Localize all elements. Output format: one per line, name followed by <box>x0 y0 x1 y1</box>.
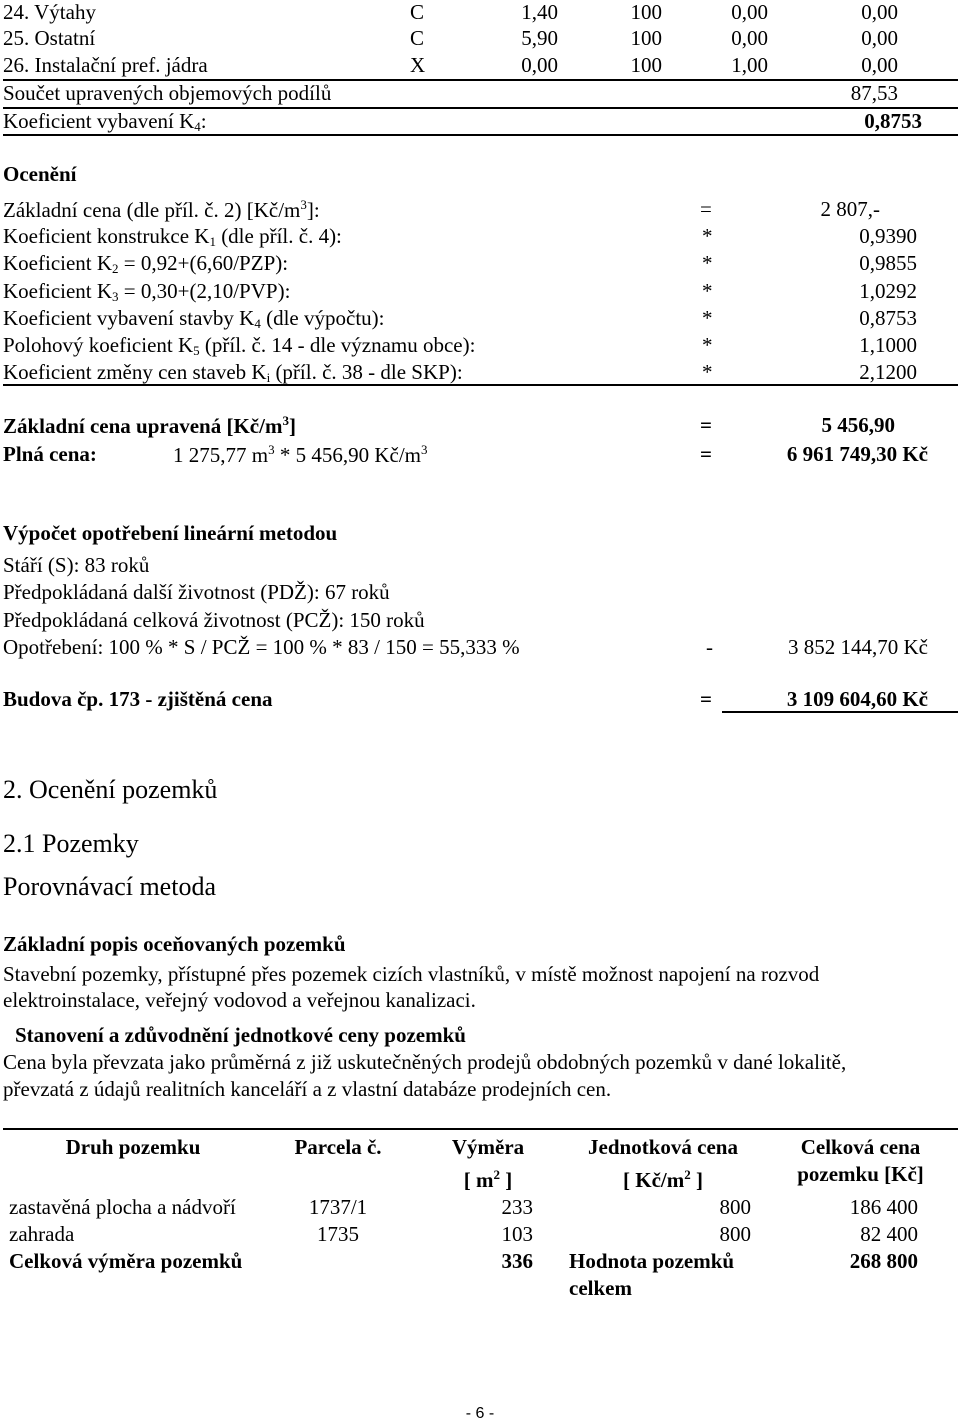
item-value: 0,00 <box>861 53 898 77</box>
building-label: Budova čp. 173 - zjištěná cena <box>3 687 273 711</box>
cell-type: zahrada <box>9 1222 75 1246</box>
column-header: Celková cena pozemku [Kč] <box>797 1135 924 1186</box>
cell-type: zastavěná plocha a nádvoří <box>9 1195 236 1219</box>
table-row <box>3 1221 958 1248</box>
wear-total: Předpokládaná celková životnost (PCŽ): 150 roků <box>3 608 425 632</box>
operator: * <box>702 333 713 357</box>
coefficient-label: Koeficient $K_2 = 0,92+(6,60/PZP)$: <box>3 251 289 276</box>
divider <box>3 134 958 136</box>
cell-total: 82 400 <box>860 1222 918 1246</box>
coefficient-label: Koeficient $K_3 = 0,30+(2,10/PVP)$: <box>3 279 291 304</box>
price-text: převzatá z údajů realitních kanceláří a z vlastní databáze prodejních cen. <box>3 1077 612 1101</box>
coefficient-label: Koeficient konstrukce $K_1$ (dle příl. č. 4): <box>3 224 342 249</box>
section-heading: Ocenění <box>3 162 77 186</box>
desc-text: elektroinstalace, veřejný vodovod a veřejnou kanalizaci. <box>3 988 476 1012</box>
k4-label: Koeficient vybavení $K_4$: <box>3 109 207 134</box>
sum-label: Součet upravených objemových podílů <box>3 81 332 105</box>
operator: = <box>700 413 712 437</box>
adjusted-price-label: Základní cena upravená $[Kč/m^3]$ <box>3 413 296 438</box>
column-header: Druh pozemku <box>65 1135 201 1159</box>
summary-area: 336 <box>501 1249 533 1273</box>
item-value: 0,00 <box>731 0 768 24</box>
coefficient-value: 1,0292 <box>859 279 917 303</box>
item-value: 0,00 <box>521 53 558 77</box>
cell-unit: 800 <box>719 1195 751 1219</box>
cell-total: 186 400 <box>849 1195 918 1219</box>
wear-heading: Výpočet opotřebení lineární metodou <box>3 521 338 545</box>
item-class: C <box>410 0 425 24</box>
base-price-label: Základní cena (dle příl. č. 2) $[Kč/m^3]$: <box>3 197 320 222</box>
cell-area: 233 <box>501 1195 533 1219</box>
operator: - <box>706 635 713 659</box>
divider <box>3 384 958 386</box>
item-class: C <box>410 26 425 50</box>
operator: * <box>702 306 713 330</box>
item-value: 5,90 <box>521 26 558 50</box>
item-value: 0,00 <box>861 0 898 24</box>
coefficient-label: Koeficient změny cen staveb $K_i$ (příl. č. 38 - dle SKP): <box>3 360 463 385</box>
wear-remaining: Předpokládaná další životnost (PDŽ): 67 roků <box>3 580 390 604</box>
k4-value: 0,8753 <box>864 109 922 133</box>
wear-value: 3 852 144,70 Kč <box>788 635 928 659</box>
price-text: Cena byla převzata jako průměrná z již uskutečněných prodejů obdobných pozemků v dané lokalitě, <box>3 1050 847 1074</box>
land-heading-1: 2. Ocenění pozemků <box>3 775 218 804</box>
page-number: - 6 - <box>465 1405 495 1422</box>
full-price-label: Plná cena: <box>3 442 97 466</box>
column-header: Výměra [ $m^2$ ] <box>451 1135 525 1192</box>
underline <box>722 711 958 713</box>
coefficient-value: 0,9390 <box>859 224 917 248</box>
item-name: 25. Ostatní <box>3 26 96 50</box>
coefficient-label: Koeficient vybavení stavby $K_4$ (dle výpočtu): <box>3 306 385 331</box>
summary-label: Celková výměra pozemků <box>9 1249 243 1273</box>
cell-parcel: 1737/1 <box>308 1195 368 1219</box>
coefficient-value: 2,1200 <box>859 360 917 384</box>
coefficient-value: 0,9855 <box>859 251 917 275</box>
operator: = <box>700 442 712 466</box>
operator: * <box>702 224 713 248</box>
table-row <box>3 1194 958 1221</box>
operator: * <box>702 360 713 384</box>
cell-area: 103 <box>501 1222 533 1246</box>
operator: = <box>700 197 712 221</box>
item-value: 0,00 <box>731 26 768 50</box>
desc-text: Stavební pozemky, přístupné přes pozemek cizích vlastníků, v místě možnost napojení na rozvod <box>3 962 820 986</box>
table-header-row <box>3 1129 958 1194</box>
item-value: 1,00 <box>731 53 768 77</box>
building-value: 3 109 604,60 Kč <box>786 687 928 711</box>
summary-value-label: Hodnota pozemků celkem <box>569 1249 735 1300</box>
sum-value: 87,53 <box>850 81 898 105</box>
adjusted-price-value: 5 456,90 <box>821 413 895 437</box>
item-value: 100 <box>630 0 662 24</box>
land-heading-3: Porovnávací metoda <box>3 872 216 901</box>
item-name: 26. Instalační pref. jádra <box>3 53 208 77</box>
summary-total: 268 800 <box>849 1249 918 1273</box>
cell-unit: 800 <box>719 1222 751 1246</box>
coefficient-label: Polohový koeficient $K_5$ (příl. č. 14 - dle významu obce): <box>3 333 476 358</box>
item-class: X <box>410 53 426 77</box>
item-value: 100 <box>630 53 662 77</box>
wear-age: Stáří (S): 83 roků <box>3 553 150 577</box>
item-name: 24. Výtahy <box>3 0 96 24</box>
full-price-value: 6 961 749,30 Kč <box>786 442 928 466</box>
full-price-formula: 1 275,77 $m^3 * 5$ 456,90 $Kč/m^3$ <box>173 442 428 467</box>
operator: = <box>700 687 712 711</box>
operator: * <box>702 251 713 275</box>
price-heading: Stanovení a zdůvodnění jednotkové ceny pozemků <box>15 1023 466 1047</box>
cell-parcel: 1735 <box>317 1222 359 1246</box>
column-header: Parcela č. <box>294 1135 382 1159</box>
item-value: 0,00 <box>861 26 898 50</box>
land-table <box>3 1128 958 1302</box>
base-price-value: 2 807,- <box>820 197 880 221</box>
item-value: 1,40 <box>521 0 558 24</box>
table-summary-row <box>3 1248 958 1302</box>
desc-heading: Základní popis oceňovaných pozemků <box>3 932 346 956</box>
land-heading-2: 2.1 Pozemky <box>3 829 139 858</box>
coefficient-value: 1,1000 <box>859 333 917 357</box>
operator: * <box>702 279 713 303</box>
item-value: 100 <box>630 26 662 50</box>
column-header: Jednotková cena [ $Kč/m^2$ ] <box>588 1135 738 1192</box>
wear-calc: Opotřebení: 100 % * S / PCŽ = 100 % * 83 / 150 = 55,333 % <box>3 635 520 659</box>
coefficient-value: 0,8753 <box>859 306 917 330</box>
